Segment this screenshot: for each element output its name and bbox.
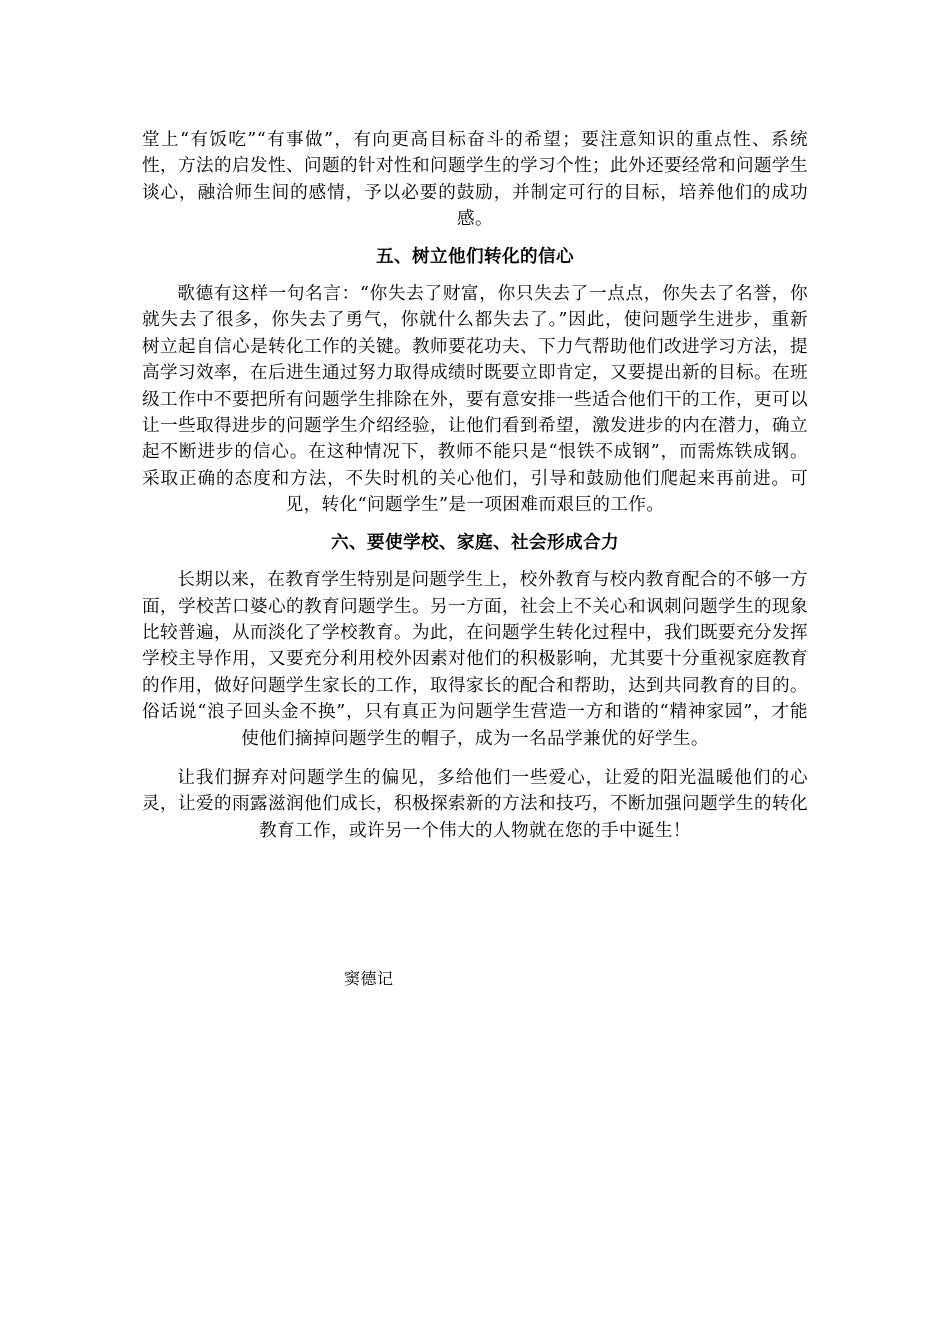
paragraph-conclusion: 让我们摒弃对问题学生的偏见，多给他们一些爱心，让爱的阳光温暖他们的心灵，让爱的雨露滋润他们成长，积极探索新的方法和技巧，不断加强问题学生的转化教育工作，或许另一个伟大的人物就在您的手中诞生！ [142,767,808,841]
paragraph-joint-effort: 长期以来，在教育学生特别是问题学生上，校外教育与校内教育配合的不够一方面，学校苦口婆心的教育问题学生。另一方面，社会上不关心和讽刺问题学生的现象比较普遍，从而淡化了学校教育。为此，在问题学生转化过程中，我们既要充分发挥学校主导作用，又要充分利用校外因素对他们的积极影响，尤其要十分重视家庭教育的作用，做好问题学生家长的工作，取得家长的配合和帮助，达到共同教育的目的。俗话说“浪子回头金不换”，只有真正为问题学生营造一方和谐的“精神家园”，才能使他们摘掉问题学生的帽子，成为一名品学兼优的好学生。 [142,570,808,749]
paragraph-continuation: 堂上“有饭吃”“有事做”，有向更高目标奋斗的希望；要注意知识的重点性、系统性，方法的启发性、问题的针对性和问题学生的学习个性；此外还要经常和问题学生谈心，融洽师生间的感情，予以必要的鼓励，并制定可行的目标，培养他们的成功感。 [142,130,808,230]
paragraph-confidence: 歌德有这样一句名言：“你失去了财富，你只失去了一点点，你失去了名誉，你就失去了很多，你失去了勇气，你就什么都失去了。”因此，使问题学生进步，重新树立起自信心是转化工作的关键。教师要花功夫、下力气帮助他们改进学习方法，提高学习效率，在后进生通过努力取得成绩时既要立即肯定，又要提出新的目标。在班级工作中不要把所有问题学生排除在外，要有意安排一些适合他们干的工作，更可以让一些取得进步的问题学生介绍经验，让他们看到希望，激发进步的内在潜力，确立起不断进步的信心。在这种情况下，教师不能只是“恨铁不成钢”，而需炼铁成钢。采取正确的态度和方法，不失时机的关心他们，引导和鼓励他们爬起来再前进。可见，转化“问题学生”是一项困难而艰巨的工作。 [142,284,808,516]
author-signature: 窦德记 [344,969,394,988]
document-body [142,127,808,844]
section-heading-6: 六、要使学校、家庭、社会形成合力 [331,531,619,553]
section-heading-5: 五、树立他们转化的信心 [376,245,574,267]
